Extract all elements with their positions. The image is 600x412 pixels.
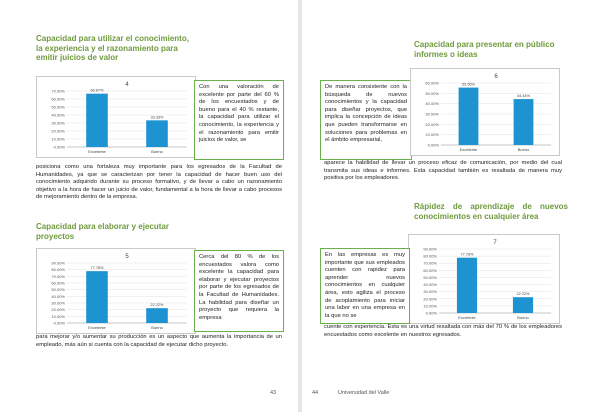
- chart-frame: [36, 76, 196, 158]
- bar-chart: [411, 69, 559, 155]
- body-text: En las empresas es muy importante que sus empleados cuenten con rapidez para aprender nuevos conocimientos en cualquier área, esto agiliza el proceso de acoplamiento para iniciar una labor en una empresa en la que no se: [325, 252, 405, 319]
- x-tick-label: Excelente: [458, 315, 476, 320]
- bar-chart: [37, 249, 195, 333]
- y-tick-label: 70.00%: [51, 88, 65, 94]
- text-box: [194, 80, 284, 160]
- y-tick-label: 10.00%: [423, 303, 437, 309]
- chart-frame: [410, 68, 560, 156]
- y-tick-label: 70.00%: [51, 273, 65, 279]
- y-tick-label: 0.00%: [425, 310, 437, 316]
- bar: [459, 88, 479, 145]
- text-box: [320, 248, 410, 324]
- bar-chart: [409, 235, 559, 323]
- x-tick-label: Excelente: [459, 147, 478, 152]
- data-label: 66.67%: [90, 88, 104, 93]
- body-text: cuente con experiencia. Esta es una virtud resaltada con más del 70 % de los empleadores encuestados como excelente en nuestros egresados.: [324, 324, 562, 338]
- y-tick-label: 20.00%: [425, 121, 439, 127]
- bar: [513, 297, 533, 313]
- data-label: 33.33%: [150, 115, 164, 120]
- y-tick-label: 90.00%: [423, 246, 437, 252]
- chart-title: 5: [125, 254, 129, 260]
- y-tick-label: 50.00%: [51, 287, 65, 293]
- body-text: Cerca del 80 % de los encuestados valora como excelente la capacidad para elaborar y ejecutar proyectos por parte de los egresados de la Facultad de Humanidades. La habilidad para diseñar un proyecto que requiera la empresa: [199, 254, 279, 321]
- chart-title: 4: [125, 82, 129, 88]
- chart-title: 6: [494, 74, 498, 80]
- body-text: Con una valoración de excelente por parte del 60 % de los encuestados y de bueno para el 40 % restante, la capacidad para utilizar el conocimiento, la experiencia y el razonamiento para emitir juicios de valor, se: [199, 84, 279, 144]
- y-tick-label: 60.00%: [423, 267, 437, 273]
- y-tick-label: 40.00%: [51, 293, 65, 299]
- chart-frame: [408, 234, 560, 324]
- y-tick-label: 10.00%: [51, 136, 65, 142]
- data-label: 55.56%: [462, 82, 475, 87]
- y-tick-label: 40.00%: [51, 112, 65, 118]
- data-label: 77.78%: [90, 266, 104, 271]
- text-box: [320, 80, 412, 160]
- bar: [457, 258, 477, 313]
- y-tick-label: 0.00%: [53, 320, 65, 326]
- y-tick-label: 60.00%: [51, 280, 65, 286]
- y-tick-label: 20.00%: [51, 128, 65, 134]
- y-tick-label: 30.00%: [425, 111, 439, 117]
- bar-chart: [37, 77, 195, 157]
- y-tick-label: 50.00%: [425, 90, 439, 96]
- y-tick-label: 30.00%: [423, 289, 437, 295]
- y-tick-label: 30.00%: [51, 120, 65, 126]
- running-footer: Universidad del Valle: [338, 390, 390, 396]
- data-label: 44.44%: [517, 94, 530, 99]
- x-tick-label: Excelente: [88, 325, 106, 330]
- x-tick-label: Excelente: [88, 149, 106, 154]
- y-tick-label: 50.00%: [51, 104, 65, 110]
- data-label: 22.22%: [150, 303, 164, 308]
- bar: [146, 120, 168, 147]
- y-tick-label: 80.00%: [51, 267, 65, 273]
- page-number: 44: [312, 390, 319, 396]
- y-tick-label: 10.00%: [425, 132, 439, 138]
- y-tick-label: 0.00%: [427, 142, 439, 148]
- y-tick-label: 10.00%: [51, 313, 65, 319]
- section-heading: Capacidad para utilizar el conocimiento, la experiencia y el razonamiento para emitir juicios de valor: [36, 34, 189, 62]
- data-label: 22.22%: [516, 292, 530, 297]
- section-heading: Rápidez de aprendizaje de nuevos conocimientos en cualquier área: [414, 202, 568, 221]
- x-tick-label: Bueno: [151, 325, 163, 330]
- x-tick-label: Bueno: [517, 147, 530, 152]
- body-text: aparece la habilidad de llevar un proceso eficaz de comunicación, por medio del cual transmita sus ideas e informes. Esta capacidad también es resaltada de manera muy positiva por los empleadores.: [324, 160, 562, 182]
- bar: [146, 308, 168, 323]
- body-text: posiciona como una fortaleza muy importante para los egresados de la Facultad de Humanidades, ya que se caracterizan por tener la capacidad de hacer buen uso del conocimiento adquirido durante su proceso formativo, y de llevar a cabo un razonamiento objetivo a la hora de hacer un juicio de valor, fundamental a la hora de llevar a cabo procesos de mejoramiento dentro de la empresa.: [36, 164, 282, 201]
- body-text: para mejorar y/o aumentar su producción es un aspecto que aumenta la importancia de un empleado, más aún si cuenta con la capacidad de ejecutar dicho proyecto.: [36, 334, 282, 348]
- y-tick-label: 80.00%: [423, 253, 437, 259]
- y-tick-label: 20.00%: [51, 307, 65, 313]
- y-tick-label: 40.00%: [425, 101, 439, 107]
- y-tick-label: 60.00%: [51, 96, 65, 102]
- bar: [86, 94, 108, 147]
- chart-title: 7: [493, 240, 497, 246]
- data-label: 77.78%: [460, 252, 474, 257]
- y-tick-label: 0.00%: [53, 144, 65, 150]
- bar: [86, 271, 108, 323]
- text-box: [194, 250, 284, 332]
- y-tick-label: 20.00%: [423, 296, 437, 302]
- x-tick-label: Bueno: [517, 315, 529, 320]
- y-tick-label: 30.00%: [51, 300, 65, 306]
- y-tick-label: 90.00%: [51, 260, 65, 266]
- right-page: [302, 0, 600, 412]
- y-tick-label: 50.00%: [423, 274, 437, 280]
- chart-frame: [36, 248, 196, 334]
- section-heading: Capacidad para elaborar y ejecutar proyectos: [36, 222, 169, 241]
- bar: [514, 99, 534, 145]
- y-tick-label: 40.00%: [423, 282, 437, 288]
- y-tick-label: 70.00%: [423, 260, 437, 266]
- body-text: De manera consistente con la búsqueda de nuevos conocimientos y la capacidad para diseñar proyectos, que implica la concepción de ideas que pueden transformarse en soluciones para problemas en el ámbito empresarial,: [325, 84, 407, 144]
- section-heading: Capacidad para presentar en público informes o ideas: [414, 40, 555, 59]
- y-tick-label: 60.00%: [425, 80, 439, 86]
- page-number: 43: [270, 390, 277, 396]
- left-page: [0, 0, 298, 412]
- x-tick-label: Bueno: [151, 149, 163, 154]
